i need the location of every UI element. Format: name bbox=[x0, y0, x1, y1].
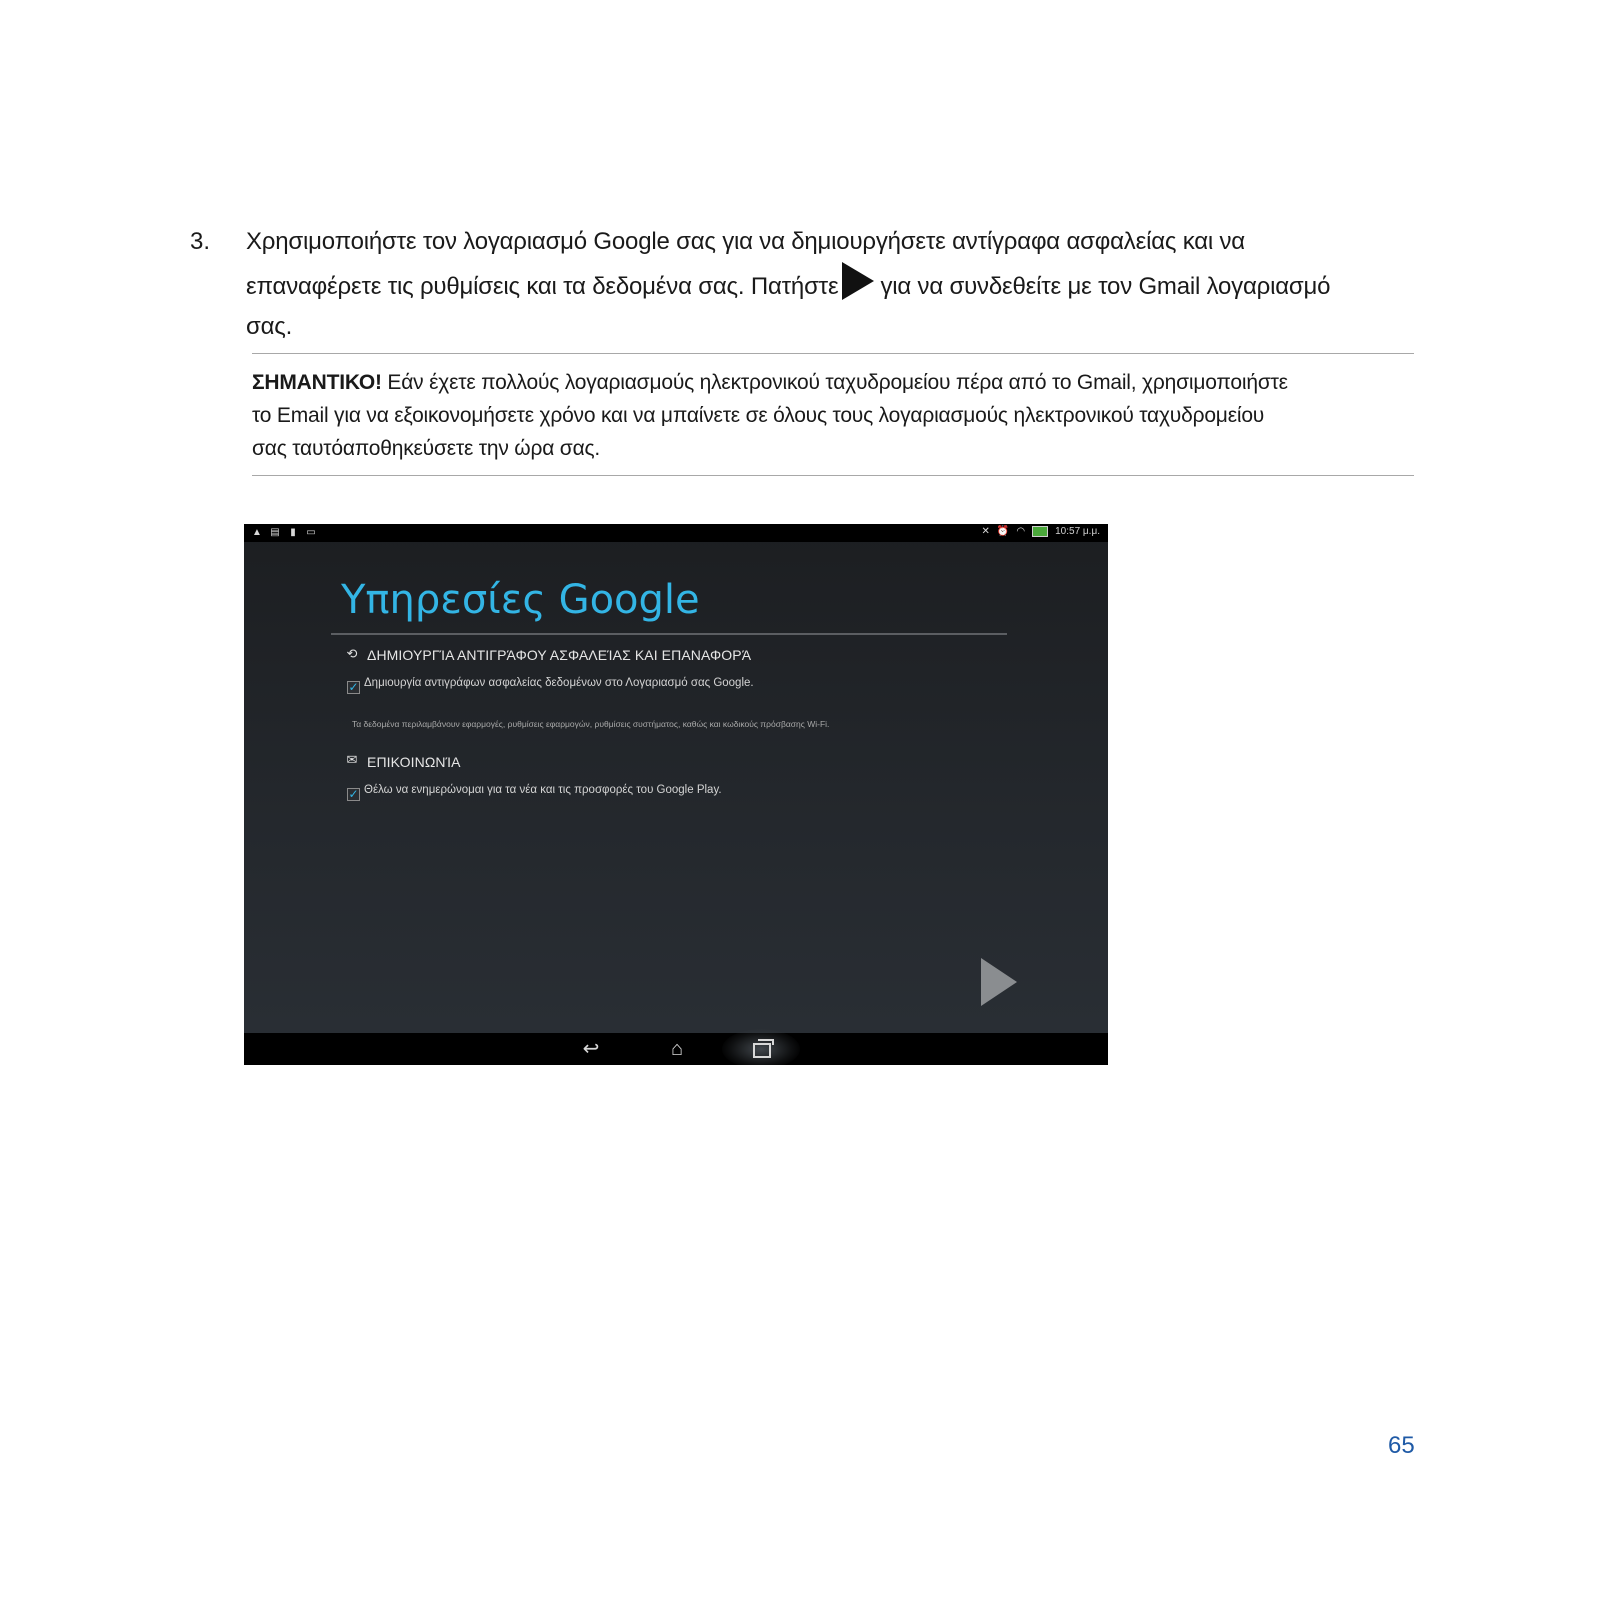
next-arrow-button[interactable] bbox=[981, 958, 1017, 1006]
backup-checkbox-label[interactable]: Δημιουργία αντιγράφων ασφαλείας δεδομένων στο Λογαριασμό σας Google. bbox=[364, 677, 754, 689]
page-number: 65 bbox=[1388, 1432, 1415, 1459]
important-note bbox=[252, 353, 1414, 476]
note-line-1 bbox=[252, 366, 1414, 399]
step-line-3: σας. bbox=[246, 313, 293, 340]
step-line-2-before: επαναφέρετε τις ρυθμίσεις και τα δεδομένα σας. Πατήστε bbox=[246, 273, 839, 300]
screen-title: Υπηρεσίες Google bbox=[341, 577, 700, 623]
mail-icon: ✉ bbox=[346, 752, 358, 767]
title-divider bbox=[331, 633, 1007, 635]
email-icon: ▭ bbox=[306, 527, 316, 538]
step-number: 3. bbox=[190, 228, 211, 255]
back-icon[interactable]: ↩ bbox=[582, 1038, 600, 1060]
sd-card-icon: ▤ bbox=[270, 527, 280, 538]
note-line-2: το Email για να εξοικονομήσετε χρόνο και να μπαίνετε σε όλους τους λογαριασμούς ηλεκτρονικού ταχυδρομείου bbox=[252, 404, 1265, 427]
note-label: ΣΗΜΑΝΤΙΚΟ! bbox=[252, 371, 382, 394]
battery-icon bbox=[1032, 526, 1048, 537]
alarm-icon: ⏰ bbox=[996, 526, 1010, 537]
backup-restore-icon: ⟲ bbox=[346, 646, 358, 661]
status-notifications bbox=[252, 527, 316, 538]
step-text bbox=[246, 222, 1416, 347]
file-icon: ▮ bbox=[290, 527, 296, 538]
step-line-2 bbox=[246, 262, 1416, 307]
recent-apps-icon[interactable] bbox=[747, 1037, 777, 1061]
communication-section-heading: ΕΠΙΚΟΙΝΩΝΊΑ bbox=[367, 754, 461, 770]
step-line-2-after: για να συνδεθείτε με τον Gmail λογαριασμό bbox=[880, 273, 1331, 300]
warning-icon: ▲ bbox=[252, 527, 262, 538]
note-line-3: σας ταυτόαποθηκεύσετε την ώρα σας. bbox=[252, 437, 601, 460]
note-line-1-text: Εάν έχετε πολλούς λογαριασμούς ηλεκτρονικού ταχυδρομείου πέρα από το Gmail, χρησιμοποιήστε bbox=[381, 371, 1288, 394]
status-time: 10:57 μ.μ. bbox=[1055, 526, 1100, 537]
step-line-1: Χρησιμοποιήστε τον λογαριασμό Google σας για να δημιουργήσετε αντίγραφα ασφαλείας και να bbox=[246, 228, 1245, 255]
navigation-bar bbox=[244, 1033, 1108, 1065]
play-arrow-icon bbox=[842, 262, 874, 300]
wifi-icon: ◠ bbox=[1016, 526, 1026, 537]
home-icon[interactable]: ⌂ bbox=[670, 1038, 684, 1060]
backup-section-heading: ΔΗΜΙΟΥΡΓΊΑ ΑΝΤΙΓΡΆΦΟΥ ΑΣΦΑΛΕΊΑΣ ΚΑΙ ΕΠΑΝΑΦΟΡΆ bbox=[367, 647, 752, 663]
backup-checkbox[interactable]: ✓ bbox=[348, 680, 359, 694]
tablet-screenshot bbox=[244, 524, 1108, 1065]
backup-info-text: Τα δεδομένα περιλαμβάνουν εφαρμογές, ρυθμίσεις εφαρμογών, ρυθμίσεις συστήματος, καθώς και κωδικούς πρόσβασης Wi-Fi. bbox=[352, 719, 830, 729]
communication-checkbox[interactable]: ✓ bbox=[348, 787, 359, 801]
status-bar bbox=[244, 524, 1108, 542]
status-system bbox=[982, 526, 1100, 537]
communication-checkbox-label[interactable]: Θέλω να ενημερώνομαι για τα νέα και τις προσφορές του Google Play. bbox=[364, 784, 722, 796]
no-signal-icon: ✕ bbox=[981, 526, 990, 537]
